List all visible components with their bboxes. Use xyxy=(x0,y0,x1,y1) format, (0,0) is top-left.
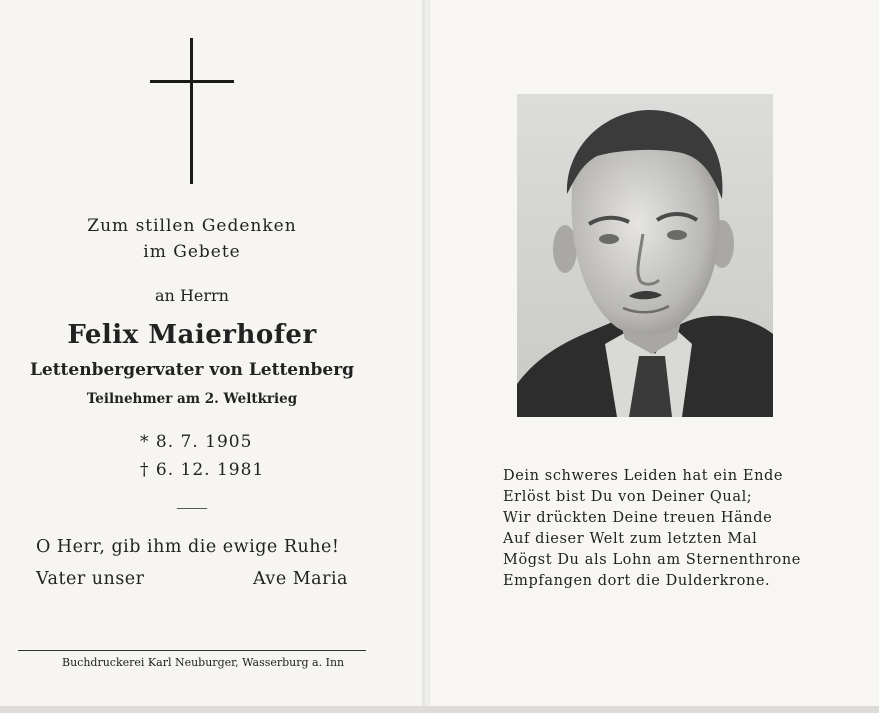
deceased-role: Lettenbergervater von Lettenberg xyxy=(29,360,355,380)
memorial-line-2: im Gebete xyxy=(143,242,241,262)
deceased-name: Felix Maierhofer xyxy=(67,320,317,350)
death-date: † 6. 12. 1981 xyxy=(140,460,265,480)
printer-divider xyxy=(18,650,366,651)
memorial-line-1: Zum stillen Gedenken xyxy=(87,216,297,236)
poem-line-6: Empfangen dort die Dulderkrone. xyxy=(503,573,771,589)
poem-line-1: Dein schweres Leiden hat ein Ende xyxy=(503,468,784,484)
prayer-line: O Herr, gib ihm die ewige Ruhe! xyxy=(36,537,340,557)
birth-date: * 8. 7. 1905 xyxy=(140,432,253,452)
name-prefix: an Herrn xyxy=(155,286,229,305)
poem-line-3: Wir drückten Deine treuen Hände xyxy=(503,510,773,526)
card-left-panel xyxy=(0,0,422,706)
portrait-photo xyxy=(517,94,773,417)
prayer-vater-unser: Vater unser xyxy=(36,569,145,589)
deceased-note: Teilnehmer am 2. Weltkrieg xyxy=(86,391,298,407)
poem-line-4: Auf dieser Welt zum letzten Mal xyxy=(503,531,758,547)
card-bottom-edge xyxy=(0,706,879,713)
cross-icon xyxy=(150,38,234,184)
poem-line-5: Mögst Du als Lohn am Sternenthrone xyxy=(503,552,801,568)
divider xyxy=(177,508,207,509)
prayer-ave-maria: Ave Maria xyxy=(253,569,348,589)
poem-line-2: Erlöst bist Du von Deiner Qual; xyxy=(503,489,753,505)
card-fold xyxy=(422,0,430,706)
printer-credit: Buchdruckerei Karl Neuburger, Wasserburg a. Inn xyxy=(62,656,345,669)
